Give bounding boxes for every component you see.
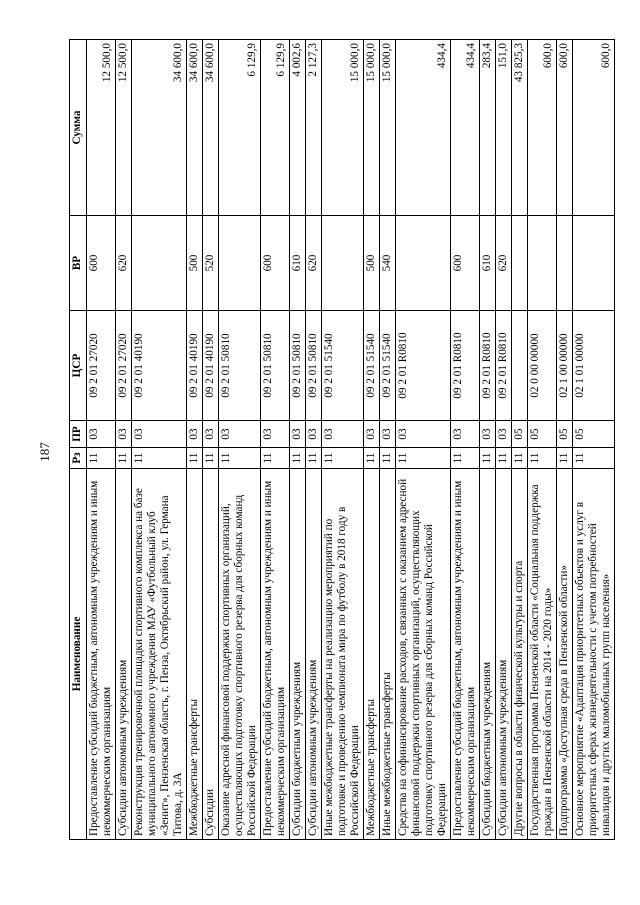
cell-pr: 03: [87, 421, 116, 448]
cell-vr: 600: [87, 216, 116, 311]
table-row: [496, 40, 512, 840]
cell-rz: 11: [480, 448, 496, 469]
cell-csr: 09 2 01 R0810: [496, 311, 512, 421]
cell-name: Иные межбюджетные трансферты: [380, 469, 396, 840]
cell-csr: 09 2 01 51540: [380, 311, 396, 421]
cell-vr: 600: [451, 216, 480, 311]
cell-sum: 12 500,0: [116, 40, 132, 216]
table-row: [290, 40, 306, 840]
table-header-row: [70, 40, 87, 840]
cell-csr: 09 2 01 51540: [322, 311, 364, 421]
table-row: [573, 40, 615, 840]
cell-name: Субсидии бюджетным учреждениям: [290, 469, 306, 840]
cell-vr: 620: [306, 216, 322, 311]
cell-rz: 11: [116, 448, 132, 469]
header-rz: Рз: [70, 448, 87, 469]
header-vr: ВР: [70, 216, 87, 311]
cell-rz: 11: [396, 448, 451, 469]
cell-rz: 11: [496, 448, 512, 469]
cell-sum: 434,4: [396, 40, 451, 216]
header-csr: ЦСР: [70, 311, 87, 421]
table-row: [512, 40, 528, 840]
cell-rz: 11: [573, 448, 615, 469]
cell-sum: 15 000,0: [380, 40, 396, 216]
cell-rz: 11: [87, 448, 116, 469]
cell-pr: 03: [451, 421, 480, 448]
cell-pr: 03: [203, 421, 219, 448]
cell-name: Иные межбюджетные трансферты на реализацию мероприятий по подготовке и проведению чемпионата мира по футболу в 2018 году в Российской Федерации: [322, 469, 364, 840]
table-row: [116, 40, 132, 840]
cell-name: Предоставление субсидий бюджетным, автономным учреждениям и иным некоммерческим организациям: [451, 469, 480, 840]
cell-vr: [512, 216, 528, 311]
cell-rz: 11: [322, 448, 364, 469]
cell-name: Субсидии: [203, 469, 219, 840]
cell-csr: 09 2 01 40190: [203, 311, 219, 421]
cell-name: Средства на софинансирование расходов, связанных с оказанием адресной финансовой поддержки спортивных организаций, осуществляющих подготовку спортивного резерва для сборных команд Российской Федерации: [396, 469, 451, 840]
cell-csr: 09 2 01 51540: [364, 311, 380, 421]
header-pr: ПР: [70, 421, 87, 448]
cell-csr: 09 2 01 R0810: [480, 311, 496, 421]
cell-sum: 600,0: [573, 40, 615, 216]
table-row: [557, 40, 573, 840]
cell-csr: 09 2 01 50810: [306, 311, 322, 421]
cell-pr: 03: [380, 421, 396, 448]
cell-csr: 09 2 01 40190: [187, 311, 203, 421]
cell-rz: 11: [187, 448, 203, 469]
table-row: [380, 40, 396, 840]
cell-pr: 03: [187, 421, 203, 448]
cell-sum: 151,0: [496, 40, 512, 216]
table-row: [451, 40, 480, 840]
cell-csr: 09 2 01 50810: [219, 311, 261, 421]
cell-vr: 540: [380, 216, 396, 311]
cell-rz: 11: [219, 448, 261, 469]
table-body: [87, 40, 615, 840]
table-row: [87, 40, 116, 840]
cell-pr: 03: [306, 421, 322, 448]
cell-rz: 11: [306, 448, 322, 469]
cell-vr: [322, 216, 364, 311]
cell-pr: 03: [364, 421, 380, 448]
cell-sum: 4 002,6: [290, 40, 306, 216]
cell-name: Субсидии автономным учреждениям: [306, 469, 322, 840]
cell-name: Субсидии автономным учреждениям: [496, 469, 512, 840]
cell-pr: 05: [573, 421, 615, 448]
cell-vr: 520: [203, 216, 219, 311]
cell-sum: 6 129,9: [219, 40, 261, 216]
cell-rz: 11: [290, 448, 306, 469]
cell-vr: 620: [496, 216, 512, 311]
cell-csr: [512, 311, 528, 421]
table-row: [187, 40, 203, 840]
cell-vr: 500: [187, 216, 203, 311]
cell-name: Межбюджетные трансферты: [364, 469, 380, 840]
table-row: [322, 40, 364, 840]
cell-vr: [573, 216, 615, 311]
cell-vr: [219, 216, 261, 311]
cell-rz: 11: [451, 448, 480, 469]
cell-csr: 02 1 01 00000: [573, 311, 615, 421]
table-row: [364, 40, 380, 840]
cell-csr: 09 2 01 40190: [132, 311, 187, 421]
cell-pr: 03: [261, 421, 290, 448]
cell-rz: 11: [132, 448, 187, 469]
cell-name: Межбюджетные трансферты: [187, 469, 203, 840]
cell-sum: 434,4: [451, 40, 480, 216]
cell-vr: 500: [364, 216, 380, 311]
page-number: 187: [37, 442, 52, 462]
cell-vr: [132, 216, 187, 311]
cell-pr: 03: [496, 421, 512, 448]
table-row: [528, 40, 557, 840]
cell-rz: 11: [364, 448, 380, 469]
cell-rz: 11: [528, 448, 557, 469]
cell-pr: 05: [557, 421, 573, 448]
cell-sum: 34 600,0: [132, 40, 187, 216]
cell-pr: 05: [528, 421, 557, 448]
cell-pr: 03: [132, 421, 187, 448]
cell-rz: 11: [261, 448, 290, 469]
cell-rz: 11: [203, 448, 219, 469]
cell-sum: 283,4: [480, 40, 496, 216]
cell-csr: 09 2 01 27020: [87, 311, 116, 421]
cell-sum: 34 600,0: [203, 40, 219, 216]
cell-rz: 11: [380, 448, 396, 469]
cell-pr: 05: [512, 421, 528, 448]
cell-sum: 15 000,0: [322, 40, 364, 216]
cell-sum: 6 129,9: [261, 40, 290, 216]
cell-sum: 600,0: [528, 40, 557, 216]
cell-vr: [396, 216, 451, 311]
table-row: [261, 40, 290, 840]
rotated-page: [69, 40, 612, 840]
cell-csr: 09 2 01 R0810: [451, 311, 480, 421]
cell-csr: 09 2 01 27020: [116, 311, 132, 421]
cell-pr: 03: [116, 421, 132, 448]
budget-table: [69, 39, 615, 840]
cell-pr: 03: [480, 421, 496, 448]
cell-name: Основное мероприятие «Адаптация приоритетных объектов и услуг в приоритетных сферах жизнедеятельности с учетом потребностей инвалидов и других маломобильных групп населения»: [573, 469, 615, 840]
cell-sum: 43 825,3: [512, 40, 528, 216]
table-row: [480, 40, 496, 840]
cell-vr: 610: [290, 216, 306, 311]
table-row: [219, 40, 261, 840]
cell-vr: 620: [116, 216, 132, 311]
cell-vr: [528, 216, 557, 311]
cell-csr: 09 2 01 50810: [290, 311, 306, 421]
cell-name: Предоставление субсидий бюджетным, автономным учреждениям и иным некоммерческим организациям: [261, 469, 290, 840]
cell-rz: 11: [512, 448, 528, 469]
cell-name: Субсидии автономным учреждениям: [116, 469, 132, 840]
cell-sum: 2 127,3: [306, 40, 322, 216]
cell-pr: 03: [396, 421, 451, 448]
header-sum: Сумма: [70, 40, 87, 216]
table-row: [306, 40, 322, 840]
cell-vr: 600: [261, 216, 290, 311]
table-row: [132, 40, 187, 840]
header-name: Наименование: [70, 469, 87, 840]
cell-csr: 02 0 00 00000: [528, 311, 557, 421]
cell-sum: 600,0: [557, 40, 573, 216]
cell-name: Реконструкция тренировочной площадки спортивного комплекса на базе муниципального автономного учреждения МАУ «Футбольный клуб «Зенит», Пензенская область, г. Пенза, Октябрьский район, ул. Германа Титова, д. 3А: [132, 469, 187, 840]
cell-csr: 09 2 01 50810: [261, 311, 290, 421]
table-row: [396, 40, 451, 840]
cell-pr: 03: [290, 421, 306, 448]
table-row: [203, 40, 219, 840]
cell-sum: 15 000,0: [364, 40, 380, 216]
cell-name: Предоставление субсидий бюджетным, автономным учреждениям и иным некоммерческим организациям: [87, 469, 116, 840]
cell-csr: 09 2 01 R0810: [396, 311, 451, 421]
cell-name: Государственная программа Пензенской области «Социальная поддержка граждан в Пензенской области на 2014 - 2020 годы»: [528, 469, 557, 840]
cell-csr: 02 1 00 00000: [557, 311, 573, 421]
cell-rz: 11: [557, 448, 573, 469]
cell-name: Другие вопросы в области физической культуры и спорта: [512, 469, 528, 840]
cell-pr: 03: [219, 421, 261, 448]
cell-vr: [557, 216, 573, 311]
cell-sum: 34 600,0: [187, 40, 203, 216]
cell-pr: 03: [322, 421, 364, 448]
cell-sum: 12 500,0: [87, 40, 116, 216]
cell-name: Подпрограмма «Доступная среда в Пензенской области»: [557, 469, 573, 840]
cell-name: Субсидии бюджетным учреждениям: [480, 469, 496, 840]
cell-name: Оказание адресной финансовой поддержки спортивных организаций, осуществляющих подготовку спортивного резерва для сборных команд Российской Федерации: [219, 469, 261, 840]
cell-vr: 610: [480, 216, 496, 311]
